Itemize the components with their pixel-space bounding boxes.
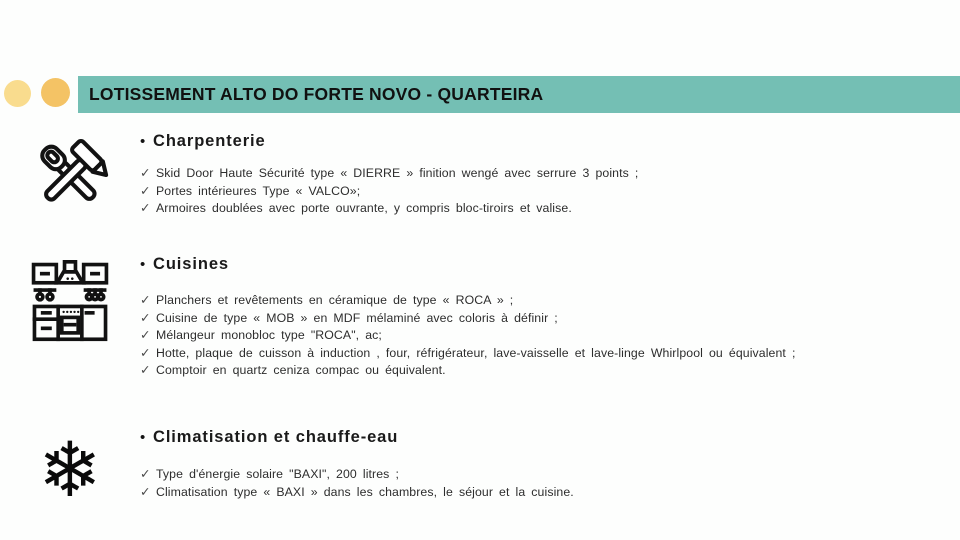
list-item-text: Comptoir en quartz ceniza compac ou équivalent. bbox=[156, 363, 446, 378]
decorative-circle-light bbox=[4, 80, 31, 107]
title-banner bbox=[78, 76, 960, 113]
check-icon: ✓ bbox=[140, 363, 151, 378]
tools-icon bbox=[0, 132, 140, 216]
list-item bbox=[140, 310, 950, 328]
list-item bbox=[140, 345, 950, 363]
list-item-text: Skid Door Haute Sécurité type « DIERRE » finition wengé avec serrure 3 points ; bbox=[156, 166, 639, 180]
check-icon: ✓ bbox=[140, 310, 151, 325]
bullet-glyph: • bbox=[140, 429, 146, 446]
check-icon: ✓ bbox=[140, 467, 151, 481]
snowflake-glyph: ❄ bbox=[38, 425, 102, 514]
list-item-text: Hotte, plaque de cuisson à induction , four, réfrigérateur, lave-vaisselle et lave-linge Whirlpool ou équivalent ; bbox=[156, 345, 796, 360]
list-item-text: Climatisation type « BAXI » dans les chambres, le séjour et la cuisine. bbox=[156, 484, 574, 499]
section-title-text: Charpenterie bbox=[153, 132, 266, 150]
list-item bbox=[140, 200, 950, 218]
bullet-glyph: • bbox=[140, 256, 146, 273]
list-item bbox=[140, 165, 950, 183]
section-content bbox=[140, 132, 950, 218]
decorative-circle-dark bbox=[41, 78, 70, 107]
list-item bbox=[140, 484, 950, 502]
check-icon: ✓ bbox=[140, 166, 151, 180]
section-charpenterie bbox=[0, 132, 950, 218]
section-title-text: Cuisines bbox=[153, 255, 229, 273]
list-item bbox=[140, 183, 950, 201]
check-icon: ✓ bbox=[140, 183, 151, 198]
snowflake-icon bbox=[0, 425, 140, 514]
check-icon: ✓ bbox=[140, 293, 151, 307]
section-title-text: Climatisation et chauffe-eau bbox=[153, 428, 399, 446]
section-climatisation bbox=[0, 425, 950, 514]
check-icon: ✓ bbox=[140, 328, 151, 343]
list-item bbox=[140, 466, 950, 484]
list-item bbox=[140, 362, 950, 380]
list-item bbox=[140, 327, 950, 345]
check-icon: ✓ bbox=[140, 201, 151, 216]
section-title bbox=[140, 132, 950, 151]
section-content bbox=[140, 428, 950, 501]
check-icon: ✓ bbox=[140, 484, 151, 499]
list-item-text: Armoires doublées avec porte ouvrante, y compris bloc-tiroirs et valise. bbox=[156, 201, 572, 216]
checklist bbox=[140, 292, 950, 380]
list-item-text: Type d'énergie solaire "BAXI", 200 litres ; bbox=[156, 467, 399, 481]
list-item-text: Mélangeur monobloc type "ROCA", ac; bbox=[156, 328, 382, 343]
slide-title: LOTISSEMENT ALTO DO FORTE NOVO - QUARTEIRA bbox=[89, 84, 544, 104]
section-title bbox=[140, 255, 950, 274]
list-item-text: Planchers et revêtements en céramique de type « ROCA » ; bbox=[156, 293, 514, 307]
checklist bbox=[140, 165, 950, 218]
list-item-text: Cuisine de type « MOB » en MDF mélaminé avec coloris à définir ; bbox=[156, 310, 558, 325]
section-title bbox=[140, 428, 950, 447]
check-icon: ✓ bbox=[140, 345, 151, 360]
kitchen-icon bbox=[0, 255, 140, 345]
section-cuisines bbox=[0, 255, 950, 380]
checklist bbox=[140, 466, 950, 501]
section-content bbox=[140, 255, 950, 380]
list-item bbox=[140, 292, 950, 310]
list-item-text: Portes intérieures Type « VALCO»; bbox=[156, 183, 361, 198]
bullet-glyph: • bbox=[140, 133, 146, 150]
